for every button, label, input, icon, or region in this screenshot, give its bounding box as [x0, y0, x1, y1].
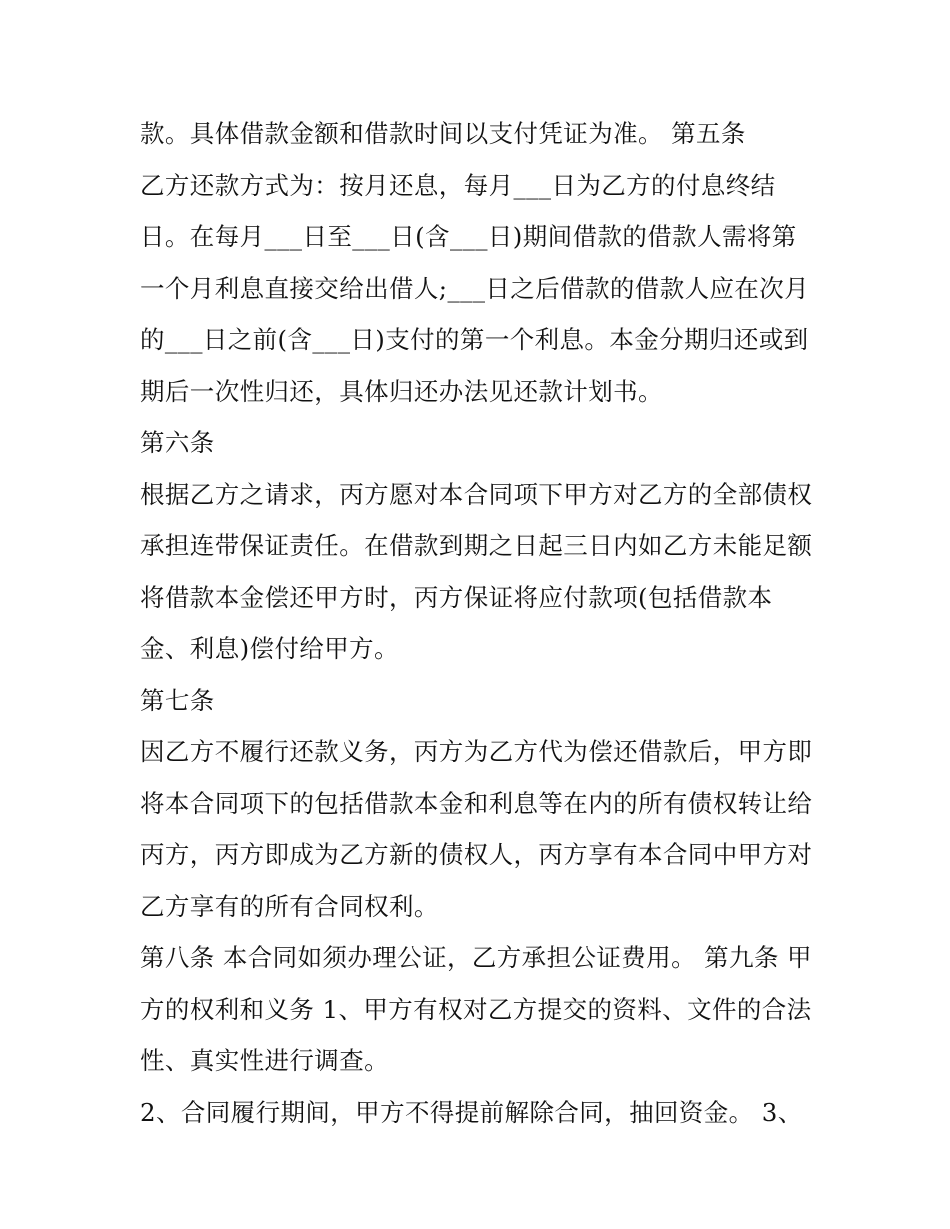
text-line: 因乙方不履行还款义务，丙方为乙方代为偿还借款后，甲方即 [140, 737, 813, 766]
text-line: 金、利息)偿付给甲方。 [140, 634, 399, 663]
text-line: 一个月利息直接交给出借人;___日之后借款的借款人应在次月 [140, 273, 810, 303]
text-line: 乙方还款方式为：按月还息，每月___日为乙方的付息终结 [140, 170, 776, 200]
text-line: 日。在每月___日至___日(含___日)期间借款的借款人需将第 [140, 222, 797, 251]
text-line: 将借款本金偿还甲方时，丙方保证将应付款项(包括借款本 [140, 582, 773, 612]
text-line: 承担连带保证责任。在借款到期之日起三日内如乙方未能足额 [140, 531, 813, 560]
text-line: 根据乙方之请求，丙方愿对本合同项下甲方对乙方的全部债权 [140, 479, 813, 509]
text-line: 2、合同履行期间，甲方不得提前解除合同，抽回资金。 3、 [140, 1097, 803, 1127]
text-line: 期后一次性归还，具体归还办法见还款计划书。 [140, 376, 663, 406]
text-line: 性、真实性进行调查。 [140, 1046, 389, 1075]
section-heading: 第七条 [140, 685, 215, 715]
section-heading: 第六条 [140, 428, 215, 457]
text-line: 第八条 本合同如须办理公证，乙方承担公证费用。 第九条 甲 [140, 943, 812, 972]
text-line: 方的权利和义务 1、甲方有权对乙方提交的资料、文件的合法 [140, 994, 812, 1024]
text-line: 款。具体借款金额和借款时间以支付凭证为准。 第五条 [140, 119, 746, 148]
text-line: 乙方享有的所有合同权利。 [140, 891, 439, 921]
document-body [140, 108, 820, 1138]
text-line: 将本合同项下的包括借款本金和利息等在内的所有债权转让给 [140, 788, 813, 818]
text-line: 丙方，丙方即成为乙方新的债权人，丙方享有本合同中甲方对 [140, 840, 813, 869]
text-line: 的___日之前(含___日)支付的第一个利息。本金分期归还或到 [140, 325, 809, 354]
